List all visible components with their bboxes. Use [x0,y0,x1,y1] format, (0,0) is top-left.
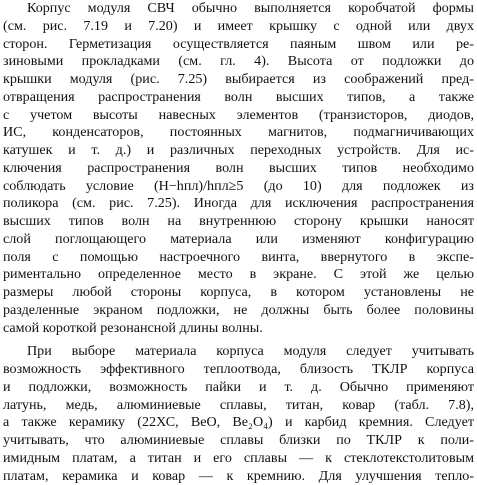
text-line: размеры любой стороны корпуса, в котором установлены не [3,284,474,302]
text-line: имидным платам, а титан и его сплавы — к стеклотекстолитовым [3,450,474,468]
text-line: риментально определенное место в экране. С этой же целью [3,266,474,284]
text-line: сторон. Герметизация осуществляется паяным швом или ре- [3,36,474,54]
text-line: отвращения распространения волн высших типов, а также [3,89,474,107]
text-line: с учетом высоты навесных элементов (транзисторов, диодов, [3,107,474,125]
text-line: латунь, медь, алюминиевые сплавы, титан, ковар (табл. 7.8), [3,397,474,415]
paragraph-1 [3,0,474,337]
text-line: возможность эффективного теплоотвода, близость ТКЛР корпуса [3,361,474,379]
text-line: При выборе материала корпуса модуля следует учитывать [3,343,474,361]
text-line: поля с помощью настроечного винта, ввернутого в экспе- [3,249,474,267]
text-line: Корпус модуля СВЧ обычно выполняется коробчатой формы [3,0,474,18]
text-line: и подложки, возможность пайки и т. д. Обычно применяют [3,379,474,397]
text-line: поликора (см. рис. 7.25). Иногда для исключения распространения [3,195,474,213]
text-line: самой короткой резонансной длины волны. [3,320,474,338]
text-line: платам, керамика и ковар — к кремнию. Для улучшения тепло- [3,468,474,485]
text-line: крышки модуля (рис. 7.25) выбирается из соображений пред- [3,71,474,89]
text-line: ИС, конденсаторов, постоянных магнитов, подмагничивающих [3,124,474,142]
text-line: ключения распространения волн высших типов необходимо [3,160,474,178]
text-line: катушек и т. д.) и различных переходных устройств. Для ис- [3,142,474,160]
text-line: зиновыми прокладками (см. гл. 4). Высота от подложки до [3,53,474,71]
text-line: (см. рис. 7.19 и 7.20) и имеет крышку с одной или двух [3,18,474,36]
text-line: высших типов волн на внутреннюю сторону крышки наносят [3,213,474,231]
text-line: а также керамику (22ХС, BeO, Be₂O₄) и карбид кремния. Следует [3,414,474,432]
text-line: слой поглощающего материала или изменяют конфигурацию [3,231,474,249]
paragraph-2 [3,343,474,485]
text-line: учитывать, что алюминиевые сплавы близки по ТКЛР к поли- [3,432,474,450]
text-line: разделенные экраном подложки, не должны быть более половины [3,302,474,320]
document-page [3,0,474,409]
text-line: соблюдать условие (H−hпл)/hпл≥5 (до 10) для подложек из [3,178,474,196]
